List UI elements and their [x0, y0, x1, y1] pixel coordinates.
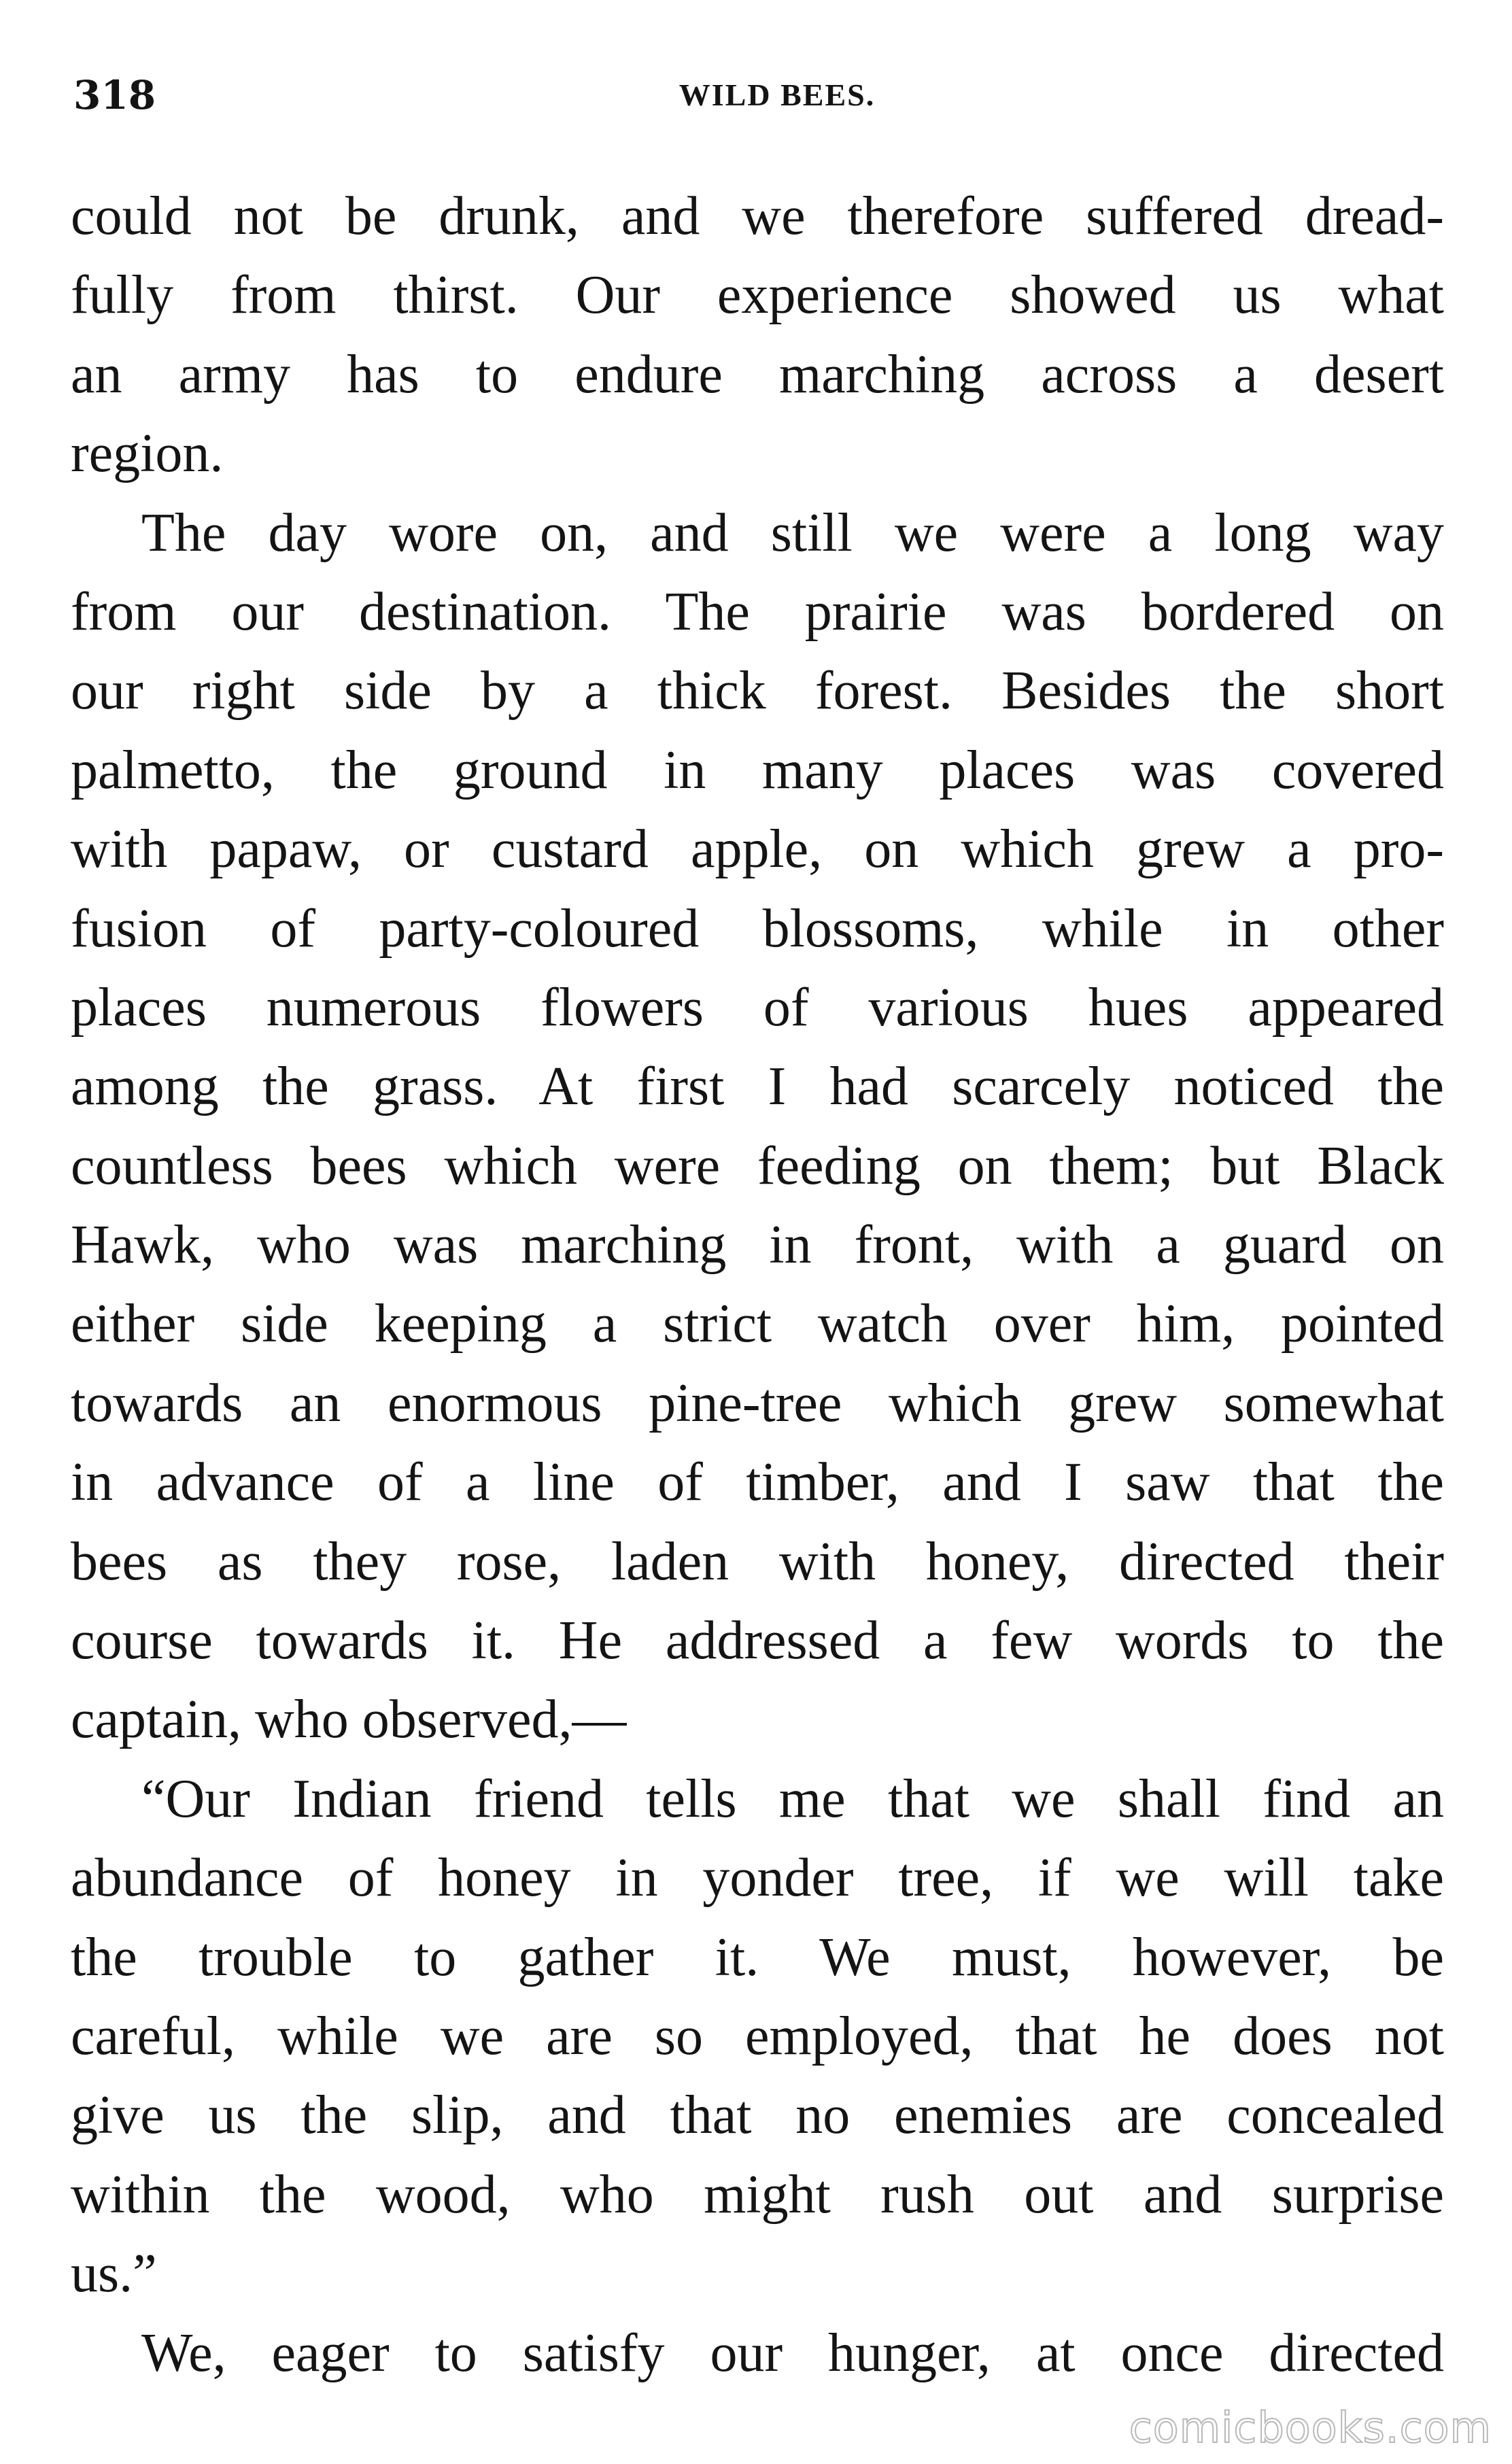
page-number: 318: [73, 72, 156, 118]
text-line: captain, who observed,—: [71, 1690, 627, 1750]
text-line: within the wood, who might rush out and surprise: [71, 2164, 1444, 2225]
text-line: in advance of a line of timber, and I saw that the: [71, 1452, 1444, 1513]
text-line: We, eager to satisfy our hunger, at once directed: [141, 2323, 1444, 2383]
text-line: palmetto, the ground in many places was covered: [71, 740, 1444, 800]
watermark: comicbooks.com: [1129, 2403, 1492, 2452]
text-line: towards an enormous pine-tree which grew somewhat: [71, 1373, 1444, 1433]
text-line: course towards it. He addressed a few words to the: [71, 1611, 1444, 1671]
text-line: from our destination. The prairie was bordered on: [71, 581, 1444, 642]
text-line: either side keeping a strict watch over him, pointed: [71, 1294, 1444, 1354]
text-line: bees as they rose, laden with honey, directed their: [71, 1531, 1444, 1592]
text-line: with papaw, or custard apple, on which grew a pro-: [71, 819, 1444, 880]
text-line: The day wore on, and still we were a long way: [141, 502, 1444, 563]
text-line: an army has to endure marching across a desert: [71, 344, 1444, 405]
body-text: [71, 177, 1444, 2393]
text-line: “Our Indian friend tells me that we shall find an: [141, 1768, 1444, 1829]
text-line: give us the slip, and that no enemies are concealed: [71, 2085, 1444, 2146]
text-line: Hawk, who was marching in front, with a guard on: [71, 1215, 1444, 1276]
text-line: places numerous flowers of various hues appeared: [71, 977, 1444, 1038]
text-line: among the grass. At first I had scarcely noticed the: [71, 1057, 1444, 1117]
text-line: us.”: [71, 2244, 157, 2304]
text-line: countless bees which were feeding on them; but Black: [71, 1135, 1444, 1196]
text-line: fusion of party-coloured blossoms, while in other: [71, 898, 1444, 959]
text-line: our right side by a thick forest. Besides the short: [71, 661, 1444, 721]
text-line: careful, while we are so employed, that he does not: [71, 2006, 1444, 2066]
page-header: [73, 68, 1440, 122]
text-line: region.: [71, 424, 224, 484]
running-head: WILD BEES.: [678, 78, 876, 112]
text-line: the trouble to gather it. We must, however, be: [71, 1927, 1444, 1987]
text-line: could not be drunk, and we therefore suffered dread-: [71, 186, 1444, 246]
text-line: fully from thirst. Our experience showed us what: [71, 265, 1444, 326]
text-line: abundance of honey in yonder tree, if we will take: [71, 1848, 1444, 1909]
